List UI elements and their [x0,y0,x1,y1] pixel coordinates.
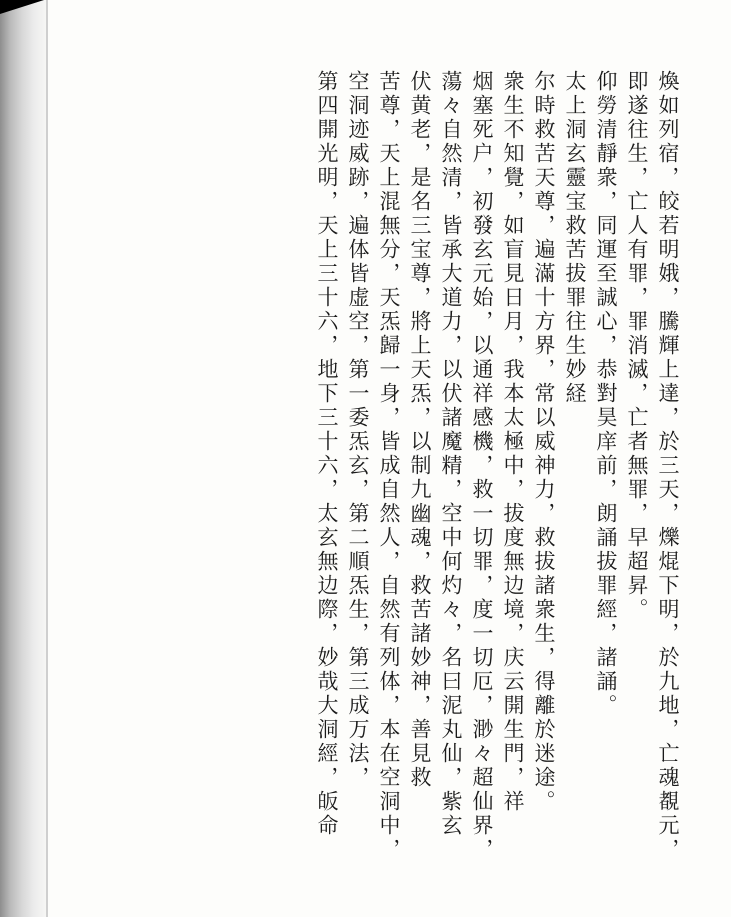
text-column: 尔時救苦天尊，遍滿十方界，常以威神力，救拔諸衆生，得離於迷途。 [532,70,556,814]
text-column: 煥如列宿，皎若明娥，騰輝上達，於三天，爍焜下明，於九地，亡魂覩元， [656,70,680,862]
text-column: 太上洞玄靈宝救苦拔罪往生妙経 [563,70,587,406]
text-column: 伏黄老，是名三宝尊，將上天炁，以制九幽魂，救苦諸妙神，善見救 [408,70,432,790]
text-column: 仰勞清靜衆，同運至誠心，恭對昊庠前，朗誦拔罪經，諸誦。 [594,70,618,718]
text-column: 烟塞死户，初發玄元始，以通祥感機，救一切罪，度一切厄，渺々超仙界， [470,70,494,862]
text-column: 蕩々自然清，皆承大道力，以伏諸魔精，空中何灼々，名曰泥丸仙，紫玄 [439,70,463,838]
text-column: 衆生不知覺，如盲見日月，我本太極中，拔度無边境，庆云開生門，祥 [501,70,525,814]
page-edge-line [46,0,48,917]
book-spine-shadow [0,0,48,917]
handwritten-scripture-text [83,70,683,870]
text-column: 空洞迹威跡，遍体皆虚空，第一委炁玄，第二順炁生，第三成万法， [346,70,370,790]
text-column: 苦尊，天上混無分，天炁歸一身，皆成自然人，自然有列体，本在空洞中， [377,70,401,862]
text-column: 第四開光明，天上三十六，地下三十六，太玄無边際，妙哉大洞經，皈命 [315,70,339,838]
text-column: 即遂往生，亡人有罪，罪消滅，亡者無罪，早超昇。 [625,70,649,622]
